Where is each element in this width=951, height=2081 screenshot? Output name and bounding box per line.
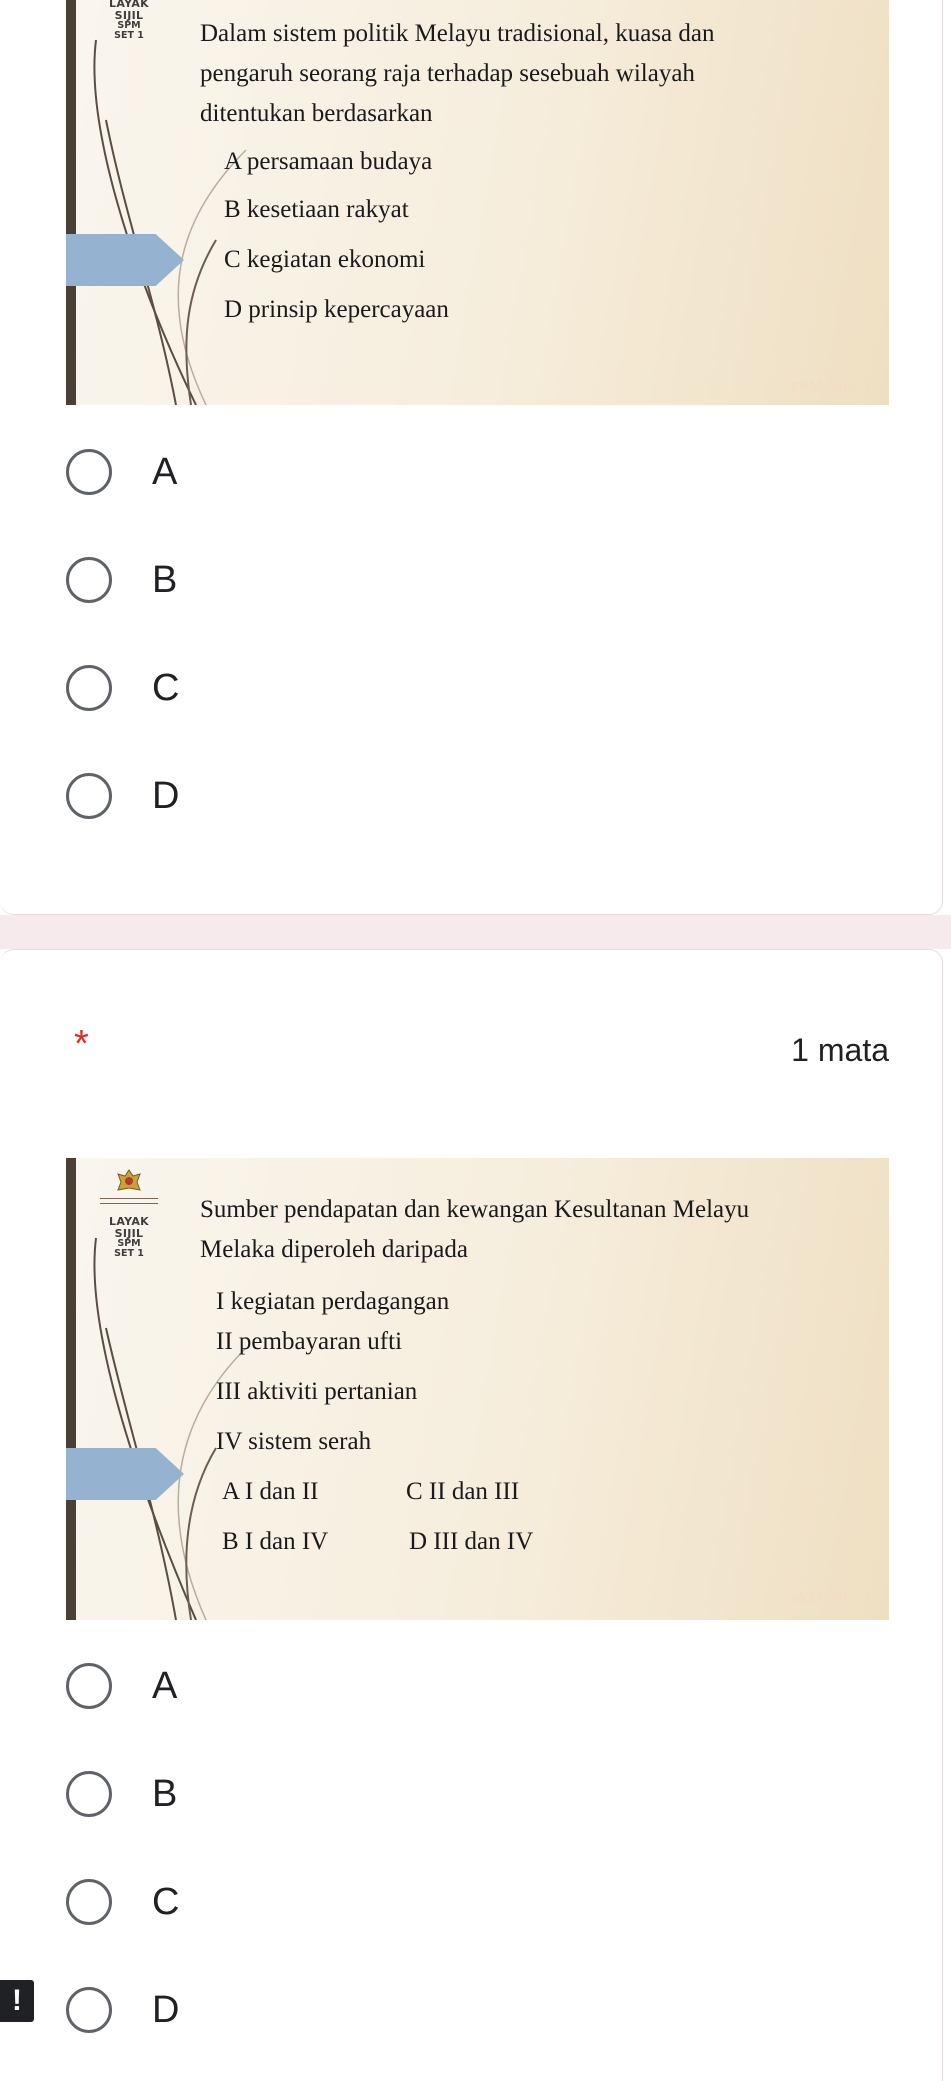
radio-button[interactable] <box>66 1879 112 1925</box>
question-stem-line-1: Dalam sistem politik Melayu tradisional, kuasa dan <box>200 20 715 47</box>
radio-button[interactable] <box>66 773 112 819</box>
slide-tag: #KM_NO_1 <box>790 378 873 395</box>
radio-button[interactable] <box>66 1987 112 2033</box>
question-stem-line-1: Sumber pendapatan dan kewangan Kesultanan Melayu <box>200 1196 750 1223</box>
crest-icon <box>114 1168 144 1194</box>
radio-button[interactable] <box>66 1771 112 1817</box>
slide-item-2: II pembayaran ufti <box>216 1328 403 1355</box>
slide-option-b: B kesetiaan rakyat <box>224 196 409 223</box>
slide-option-d: D prinsip kepercayaan <box>224 296 449 323</box>
slide-tag: #KM_NO_1 <box>790 1590 873 1607</box>
alert-icon[interactable]: ! <box>0 1980 34 2022</box>
choice-d[interactable] <box>66 1980 179 2040</box>
choice-label: C <box>152 1880 180 1923</box>
slide-logo: LAYAK SIJIL SPM SET 1 <box>109 0 149 42</box>
question-stem-line-3: ditentukan berdasarkan <box>200 100 433 127</box>
choice-label: D <box>152 774 180 817</box>
choice-a[interactable] <box>66 442 177 502</box>
choice-label: A <box>152 1664 178 1707</box>
question-card-1 <box>0 0 943 915</box>
choice-label: D <box>152 1988 180 2031</box>
radio-button[interactable] <box>66 449 112 495</box>
question-image-1 <box>66 0 889 405</box>
slide-answer-c: C II dan III <box>406 1478 520 1505</box>
radio-button[interactable] <box>66 665 112 711</box>
choice-label: C <box>152 666 180 709</box>
slide-item-1: I kegiatan perdagangan <box>216 1288 450 1315</box>
card-separator <box>0 915 951 949</box>
radio-button[interactable] <box>66 557 112 603</box>
slide-option-a: A persamaan budaya <box>224 148 433 175</box>
choice-label: B <box>152 558 178 601</box>
choice-c[interactable] <box>66 658 179 718</box>
radio-button[interactable] <box>66 1663 112 1709</box>
question-image-2 <box>66 1158 889 1620</box>
choice-b[interactable] <box>66 1764 177 1824</box>
crest-caption-lines <box>100 1198 158 1204</box>
choice-label: B <box>152 1772 178 1815</box>
choice-c[interactable] <box>66 1872 179 1932</box>
choice-d[interactable] <box>66 766 179 826</box>
choice-a[interactable] <box>66 1656 177 1716</box>
slide-item-3: III aktiviti pertanian <box>216 1378 418 1405</box>
choice-label: A <box>152 450 178 493</box>
choice-b[interactable] <box>66 550 177 610</box>
slide-option-c: C kegiatan ekonomi <box>224 246 426 273</box>
slide-item-4: IV sistem serah <box>216 1428 372 1455</box>
question-stem-line-2: pengaruh seorang raja terhadap sesebuah wilayah <box>200 60 695 87</box>
slide-answer-d: D III dan IV <box>409 1528 534 1555</box>
points-label: 1 mata <box>791 1032 889 1068</box>
slide-logo: LAYAK SIJIL SPM SET 1 <box>109 1215 149 1260</box>
required-mark: * <box>74 1023 89 1065</box>
slide-answer-a: A I dan II <box>222 1478 319 1505</box>
slide-answer-b: B I dan IV <box>222 1528 329 1555</box>
question-stem-line-2: Melaka diperoleh daripada <box>200 1236 468 1263</box>
